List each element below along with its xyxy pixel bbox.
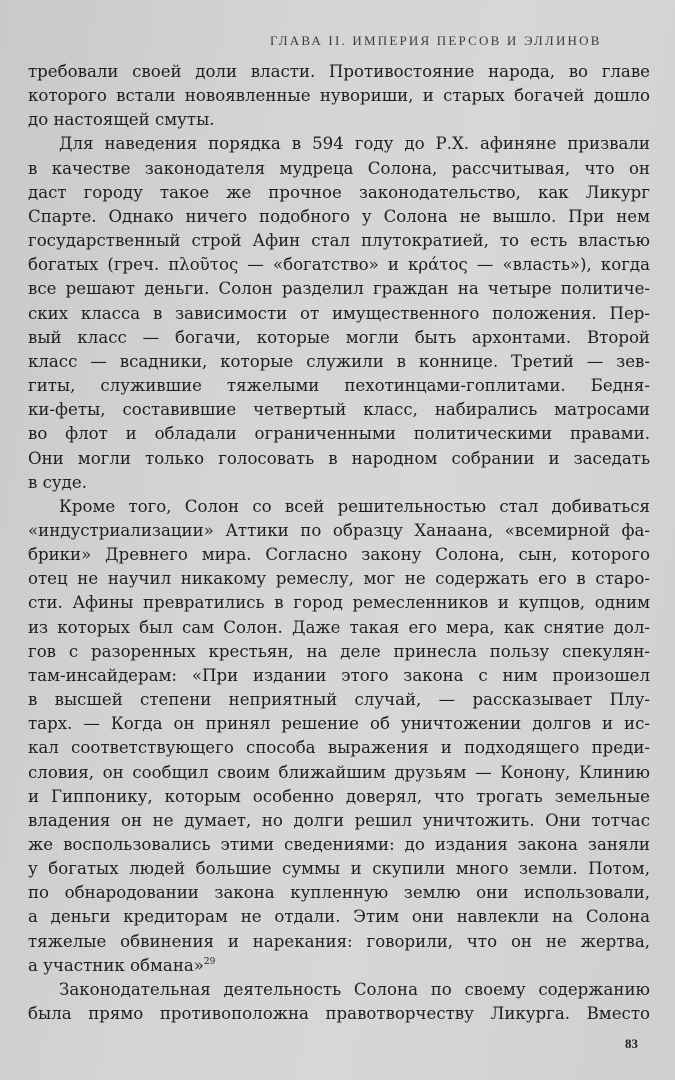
text-line: класс — всадники, которые служили в коннице. Третий — зев- bbox=[28, 351, 650, 371]
text-line: «индустриализации» Аттики по образцу Ханаана, «всемирной фа- bbox=[28, 520, 650, 540]
text-line: сти. Афины превратились в город ремесленников и купцов, одним bbox=[28, 593, 650, 613]
text-line: брики» Древнего мира. Согласно закону Солона, сын, которого bbox=[28, 545, 650, 565]
paragraph-3 bbox=[28, 495, 650, 978]
text-line: в суде. bbox=[28, 472, 87, 492]
text-line: была прямо противоположна правотворчеству Ликурга. Вместо bbox=[28, 1004, 650, 1024]
text-line: Спарте. Однако ничего подобного у Солона не вышло. При нем bbox=[28, 206, 650, 226]
text-line: тарх. — Когда он принял решение об уничтожении долгов и ис- bbox=[28, 714, 650, 734]
text-line: а деньги кредиторам не отдали. Этим они навлекли на Солона bbox=[28, 907, 650, 927]
paragraph-2 bbox=[28, 132, 650, 494]
page-number: 83 bbox=[625, 1036, 638, 1051]
text-line: владения он не думает, но долги решил уничтожить. Они тотчас bbox=[28, 810, 650, 830]
text-line: даст городу такое же прочное законодательство, как Ликург bbox=[28, 182, 650, 202]
text-line-with-footnote bbox=[28, 954, 650, 978]
text-line: а участник обмана» bbox=[28, 955, 204, 975]
text-line: Кроме того, Солон со всей решительностью стал добиваться bbox=[59, 496, 650, 516]
running-head: ГЛАВА II. ИМПЕРИЯ ПЕРСОВ И ЭЛЛИНОВ bbox=[270, 33, 602, 48]
text-line: гиты, служившие тяжелыми пехотинцами-гоплитами. Бедня- bbox=[28, 376, 650, 396]
text-line: которого встали новоявленные нувориши, и старых богачей дошло bbox=[28, 86, 650, 106]
text-line: отец не научил никакому ремеслу, мог не содержать его в старо- bbox=[28, 569, 650, 589]
text-line: в качестве законодателя мудреца Солона, рассчитывая, что он bbox=[28, 158, 650, 178]
text-line: тяжелые обвинения и нарекания: говорили, что он не жертва, bbox=[28, 931, 650, 951]
text-line: словия, он сообщил своим ближайшим друзьям — Конону, Клинию bbox=[28, 762, 650, 782]
text-line: у богатых людей большие суммы и скупили много земли. Потом, bbox=[28, 859, 650, 879]
text-line: Для наведения порядка в 594 году до Р.Х. афиняне призвали bbox=[59, 134, 650, 154]
paragraph-4 bbox=[28, 978, 650, 1026]
text-line: из которых был сам Солон. Даже такая его мера, как снятие дол- bbox=[28, 617, 650, 637]
text-line: требовали своей доли власти. Противостояние народа, во главе bbox=[28, 62, 650, 81]
text-line: до настоящей смуты. bbox=[28, 110, 215, 130]
text-line: ских класса в зависимости от имущественного положения. Пер- bbox=[28, 303, 650, 323]
text-line: же воспользовались этими сведениями: до издания закона заняли bbox=[28, 835, 650, 854]
text-line: и Гиппонику, которым особенно доверял, что трогать земельные bbox=[28, 786, 650, 806]
text-line: вый класс — богачи, которые могли быть архонтами. Второй bbox=[28, 327, 650, 347]
text-line: во флот и обладали ограниченными политическими правами. bbox=[28, 424, 650, 444]
text-line: Законодательная деятельность Солона по своему содержанию bbox=[59, 979, 650, 999]
text-line: богатых (греч. πλοῦτος — «богатство» и κράτος — «власть»), когда bbox=[28, 255, 650, 275]
text-line: ки-феты, составившие четвертый класс, набирались матросами bbox=[28, 400, 650, 420]
text-line: кал соответствующего способа выражения и подходящего преди- bbox=[28, 738, 650, 758]
text-line: государственный строй Афин стал плутократией, то есть властью bbox=[28, 231, 650, 251]
paragraph-1 bbox=[28, 60, 650, 132]
text-line: по обнародовании закона купленную землю они использовали, bbox=[28, 883, 650, 903]
body-text bbox=[28, 60, 650, 1026]
text-line: все решают деньги. Солон разделил граждан на четыре политиче- bbox=[28, 279, 650, 299]
text-line: там-инсайдерам: «При издании этого закона с ним произошел bbox=[28, 665, 650, 685]
text-line: в высшей степени неприятный случай, — рассказывает Плу- bbox=[28, 690, 650, 710]
text-line: гов с разоренных крестьян, на деле принесла пользу спекулян- bbox=[28, 641, 650, 661]
footnote-reference[interactable]: 29 bbox=[203, 956, 216, 967]
text-line: Они могли только голосовать в народном собрании и заседать bbox=[28, 448, 650, 468]
